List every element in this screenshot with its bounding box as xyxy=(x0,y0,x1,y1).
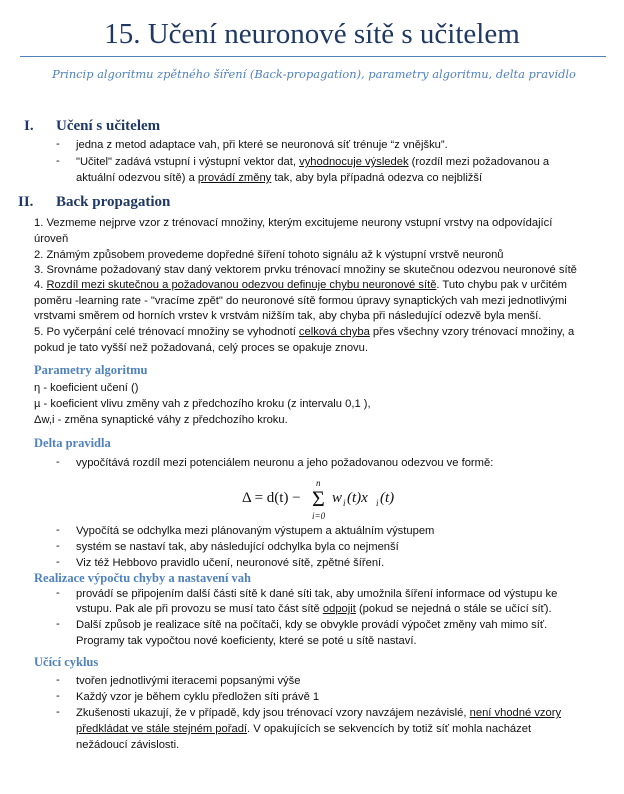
bullet-mark: - xyxy=(56,587,60,599)
bullet-mark: - xyxy=(56,456,60,468)
title-divider xyxy=(20,56,606,57)
section-heading-backprop xyxy=(18,194,170,211)
list-item: Další způsob je realizace sítě na počítači, kdy se obvykle provádí výpočet změny vah mimo síť. xyxy=(76,619,548,631)
numbered-step: 5. Po vyčerpání celé trénovací množiny se vyhodnotí celková chyba přes všechny vzory trénovací množiny, a xyxy=(34,326,575,338)
numbered-step: 2. Známým způsobem provedeme dopředné šíření tohoto signálu až k výstupní vrstvě neuronů xyxy=(34,249,504,261)
formula-lhs: Δ = d(t) − xyxy=(242,490,301,506)
numbered-step-continuation: úroveň xyxy=(34,233,69,245)
parameter-line: Δw,i - změna synaptické váhy z předchozího kroku. xyxy=(34,414,288,426)
underlined-term: celková chyba xyxy=(298,326,370,338)
bullet-mark: - xyxy=(56,706,60,718)
list-item: "Učitel" zadává vstupní i výstupní vektor dat, vyhodnocuje výsledek (rozdíl mezi požadovanou a xyxy=(76,156,550,168)
numbered-step-continuation: poměru -learning rate - "vracíme zpět" do neuronové sítě formou úpravy synaptických vah mezi jednotlivými xyxy=(34,295,567,307)
formula-time: (t) xyxy=(380,490,395,506)
list-item: Vypočítá se odchylka mezi plánovaným výstupem a aktuálním výstupem xyxy=(76,525,435,537)
numbered-step-continuation: pokud je tato vyšší než požadovaná, celý proces se opakuje znovu. xyxy=(34,342,368,354)
bullet-mark: - xyxy=(56,690,60,702)
list-item-continuation: vstupu. Pak ale při provozu se musí tato část sítě odpojit (pokud se nejedná o stále se učící síť). xyxy=(76,603,552,615)
list-item: Zkušenosti ukazují, že v případě, kdy jsou trénovací vzory navzájem nezávislé, není vhodné vzory xyxy=(76,707,562,719)
parameter-line: η - koeficient učení () xyxy=(34,382,139,394)
bullet-mark: - xyxy=(56,524,60,536)
underlined-term: předkládat ve stále stejném pořadí xyxy=(76,723,248,735)
subheading-delta: Delta pravidla xyxy=(34,436,111,450)
numbered-step: 4. Rozdíl mezi skutečnou a požadovanou odezvou definuje chybu neuronové sítě. Tuto chybu pak v určitém xyxy=(34,279,568,291)
list-item-continuation: aktuální odezvou sítě) a provádí změny tak, aby byla případná odezva co nejbližší xyxy=(76,172,483,184)
parameter-line: µ - koeficient vlivu změny vah z předchozího kroku (z intervalu 0,1 ), xyxy=(34,398,371,410)
list-item: vypočítává rozdíl mezi potenciálem neuronu a jeho požadovanou odezvou ve formě: xyxy=(76,457,494,469)
bullet-mark: - xyxy=(56,556,60,568)
page-title: 15. Učení neuronové sítě s učitelem xyxy=(104,18,520,50)
bullet-mark: - xyxy=(56,155,60,167)
delta-formula xyxy=(240,478,410,522)
list-item-continuation: Programy tak vypočtou nové koeficienty, které se poté u sítě nastaví. xyxy=(76,635,417,647)
numbered-step-continuation: vrstvami směrem od horních vrstev k vrstvám nižším tak, aby chyba při následující odezvě byla menší. xyxy=(34,310,542,322)
list-item: jedna z metod adaptace vah, při které se neuronová síť trénuje “z vnějšku”. xyxy=(76,139,448,151)
formula-time-x: (t)x xyxy=(347,490,368,506)
list-item: Viz též Hebbovo pravidlo učení, neuronové sítě, zpětné šíření. xyxy=(76,557,385,569)
list-item: tvořen jednotlivými iteracemi popsanými výše xyxy=(76,675,301,687)
section-number: I. xyxy=(24,118,34,134)
formula-weight: w xyxy=(332,490,343,506)
bullet-mark: - xyxy=(56,618,60,630)
numbered-step: 1. Vezmeme nejprve vzor z trénovací množiny, kterým excitujeme neurony vstupní vrstvy na odpovídající xyxy=(34,217,553,229)
formula-x-index: i xyxy=(376,498,379,508)
subheading-realizace: Realizace výpočtu chyby a nastavení vah xyxy=(34,571,252,585)
underlined-term: provádí změny xyxy=(197,172,272,184)
subheading-cyklus: Učící cyklus xyxy=(34,655,99,669)
bullet-mark: - xyxy=(56,540,60,552)
section-title: Učení s učitelem xyxy=(56,118,161,134)
section-number: II. xyxy=(18,194,34,210)
formula-sum-symbol: Σ xyxy=(312,486,325,511)
formula-sum-lower: i=0 xyxy=(312,511,326,521)
underlined-term: odpojit xyxy=(322,603,356,615)
list-item: Každý vzor je během cyklu předložen síti právě 1 xyxy=(76,691,320,703)
section-heading-ucitel xyxy=(24,118,160,135)
list-item: systém se nastaví tak, aby následující odchylka byla co nejmenší xyxy=(76,541,399,553)
page-subtitle: Princip algoritmu zpětného šíření (Back-propagation), parametry algoritmu, delta pravidlo xyxy=(52,67,576,81)
underlined-term: Rozdíl mezi skutečnou a požadovanou odezvou definuje chybu neuronové sítě xyxy=(46,279,437,291)
list-item-continuation: nežádoucí závislosti. xyxy=(76,739,180,751)
subheading-parametry: Parametry algoritmu xyxy=(34,363,148,377)
formula-sum-upper: n xyxy=(316,478,321,488)
formula-weight-index: i xyxy=(343,498,346,508)
formula-graphic xyxy=(240,478,410,522)
section-title: Back propagation xyxy=(56,194,171,210)
bullet-mark: - xyxy=(56,674,60,686)
list-item-continuation: předkládat ve stále stejném pořadí. V opakujících se sekvencích by totiž síť mohla nacházet xyxy=(76,723,532,735)
numbered-step: 3. Srovnáme požadovaný stav daný vektorem prvku trénovací množiny se skutečnou odezvou neuronové sítě xyxy=(34,264,577,276)
bullet-mark: - xyxy=(56,138,60,150)
underlined-term: není vhodné vzory xyxy=(469,707,562,719)
list-item: provádí se připojením další části sítě k dané síti tak, aby umožnila šíření informace od výstupu ke xyxy=(76,588,558,600)
underlined-term: vyhodnocuje výsledek xyxy=(299,156,409,168)
